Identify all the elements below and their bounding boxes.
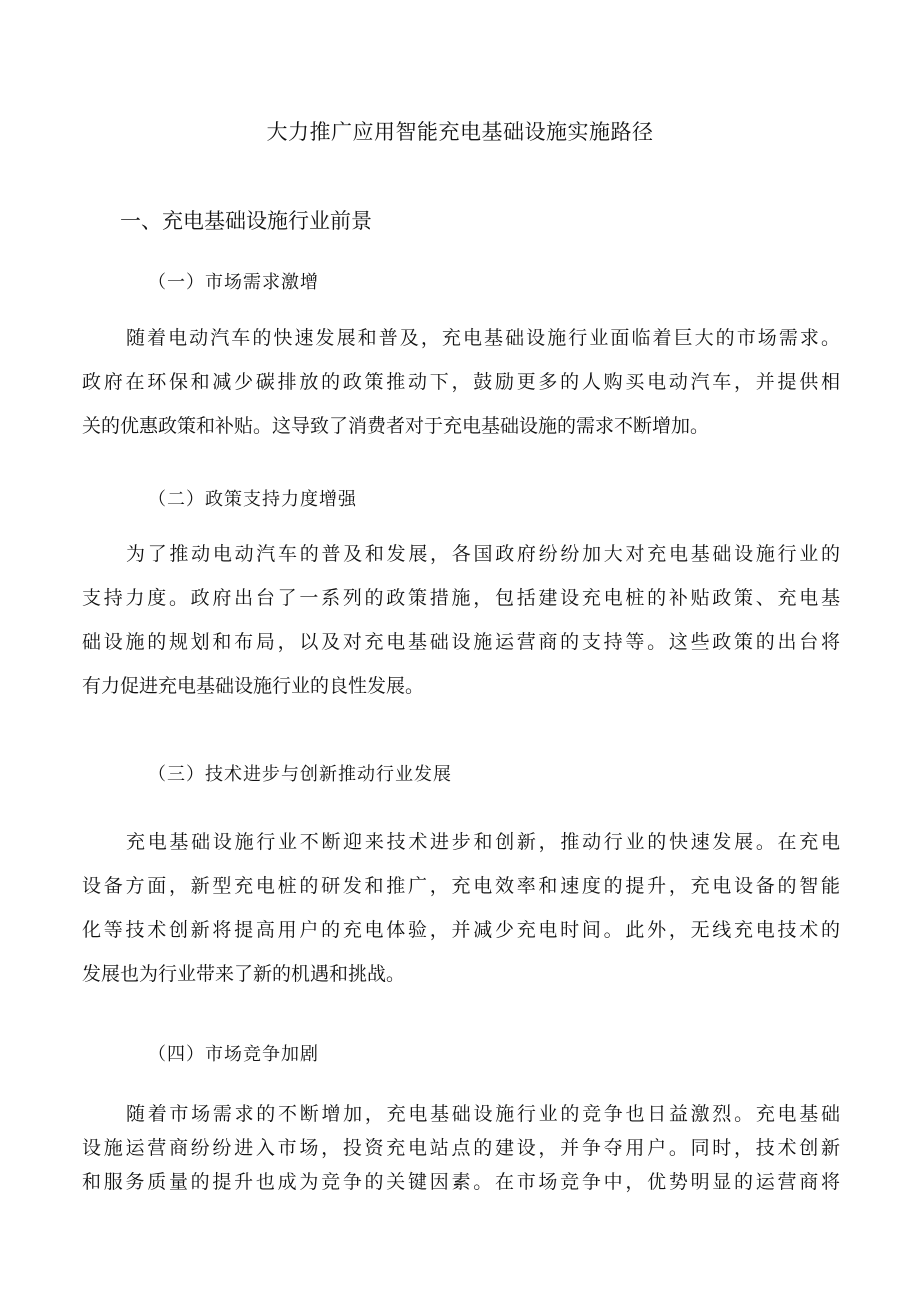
paragraph-line: 发展也为行业带来了新的机遇和挑战。 — [82, 963, 406, 985]
paragraph-line: 和服务质量的提升也成为竞争的关键因素。在市场竞争中，优势明显的运营商将 — [82, 1171, 840, 1193]
paragraph-2 — [82, 532, 840, 708]
paragraph-line: 为了推动电动汽车的普及和发展，各国政府纷纷加大对充电基础设施行业的 — [126, 543, 840, 565]
subsection-heading-2: （二）政策支持力度增强 — [148, 489, 357, 510]
paragraph-1 — [82, 316, 840, 448]
paragraph-line: 有力促进充电基础设施行业的良性发展。 — [82, 675, 425, 697]
section-heading-1: 一、充电基础设施行业前景 — [120, 209, 372, 233]
paragraph-line: 支持力度。政府出台了一系列的政策措施，包括建设充电桩的补贴政策、充电基 — [82, 587, 840, 609]
paragraph-line: 化等技术创新将提高用户的充电体验，并减少充电时间。此外，无线充电技术的 — [82, 919, 840, 941]
document-title: 大力推广应用智能充电基础设施实施路径 — [266, 120, 654, 144]
paragraph-4 — [82, 1097, 840, 1199]
paragraph-line: 设施运营商纷纷进入市场，投资充电站点的建设，并争夺用户。同时，技术创新 — [82, 1137, 840, 1159]
paragraph-line: 关的优惠政策和补贴。这导致了消费者对于充电基础设施的需求不断增加。 — [82, 415, 710, 437]
paragraph-line: 设备方面，新型充电桩的研发和推广，充电效率和速度的提升，充电设备的智能 — [82, 875, 840, 897]
paragraph-line: 础设施的规划和布局，以及对充电基础设施运营商的支持等。这些政策的出台将 — [82, 631, 840, 653]
paragraph-3 — [82, 820, 840, 996]
paragraph-line: 充电基础设施行业不断迎来技术进步和创新，推动行业的快速发展。在充电 — [126, 831, 840, 853]
subsection-heading-1: （一）市场需求激增 — [148, 272, 319, 293]
paragraph-line: 随着电动汽车的快速发展和普及，充电基础设施行业面临着巨大的市场需求。 — [126, 327, 840, 349]
subsection-heading-3: （三）技术进步与创新推动行业发展 — [148, 764, 452, 785]
paragraph-line: 随着市场需求的不断增加，充电基础设施行业的竞争也日益激烈。充电基础 — [126, 1103, 840, 1125]
paragraph-line: 政府在环保和减少碳排放的政策推动下，鼓励更多的人购买电动汽车，并提供相 — [82, 371, 840, 393]
subsection-heading-4: （四）市场竞争加剧 — [148, 1044, 319, 1065]
